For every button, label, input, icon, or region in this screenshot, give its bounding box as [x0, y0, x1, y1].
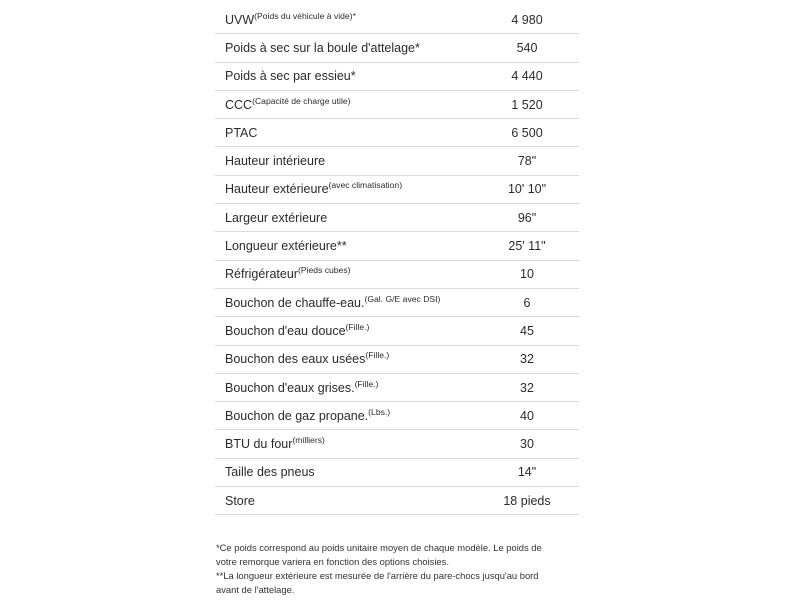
spec-row-water-heater — [215, 289, 579, 317]
spec-row-furnace-btu — [215, 430, 579, 458]
spec-row-exterior-length — [215, 232, 579, 260]
spec-label: Bouchon d'eaux grises.$^{(Fille.)}$ — [225, 380, 379, 395]
spec-note: (Gal. G/E avec DSI) — [364, 295, 441, 304]
spec-row-exterior-width — [215, 204, 579, 232]
spec-note: (Fille.) — [354, 380, 379, 389]
spec-note: (Fille.) — [365, 352, 390, 361]
spec-label: $UVW^{(Poids du véhicule à vide)*}$ — [225, 12, 356, 27]
spec-value: 32 — [520, 352, 534, 367]
spec-note: (Pieds cubes) — [297, 267, 351, 276]
spec-row-refrigerator — [215, 261, 579, 289]
spec-note: (milliers) — [292, 437, 325, 446]
spec-row-hitch-weight — [215, 34, 579, 62]
spec-value: 10 — [520, 267, 534, 282]
spec-value: 25' 11" — [508, 239, 546, 254]
spec-label: $CCC^{(Capacité de charge utile)}$ — [225, 97, 351, 112]
spec-row-tire-size — [215, 459, 579, 487]
spec-row-interior-height — [215, 147, 579, 175]
spec-value: 18 pieds — [503, 493, 551, 508]
spec-row-black-water — [215, 346, 579, 374]
spec-table — [215, 6, 579, 515]
spec-label: Hauteur intérieure — [225, 154, 326, 169]
spec-value: 540 — [516, 40, 538, 55]
spec-row-ptac — [215, 119, 579, 147]
spec-label: PTAC — [225, 125, 258, 140]
spec-value: 96" — [517, 210, 537, 225]
spec-note: (avec climatisation) — [328, 182, 403, 191]
weight-footnote: *Ce poids correspond au poids unitaire moyen de chaque modèle. Le poids de votre remorque variera en fonction des options choisies. — [216, 542, 542, 567]
spec-row-awning — [215, 487, 579, 515]
spec-label: Hauteur extérieure$^{(avec climatisation)}$ — [225, 182, 403, 197]
spec-label: Longueur extérieure** — [225, 239, 347, 254]
spec-row-axle-weight — [215, 63, 579, 91]
length-footnote: **La longueur extérieure est mesurée de l'arrière du pare-chocs jusqu'au bord avant de l'attelage. — [216, 570, 539, 595]
spec-label: Réfrigérateur$^{(Pieds cubes)}$ — [225, 267, 351, 282]
spec-value: 1 520 — [511, 97, 543, 112]
spec-row-fresh-water — [215, 317, 579, 345]
spec-value: 14" — [517, 465, 537, 480]
spec-label: Poids à sec sur la boule d'attelage* — [225, 40, 420, 55]
spec-value: 6 — [523, 295, 531, 310]
spec-label: Bouchon de gaz propane.$^{(Lbs.)}$ — [225, 408, 391, 423]
spec-note: (Capacité de charge utile) — [252, 97, 351, 106]
spec-row-propane — [215, 402, 579, 430]
spec-label: BTU du four$^{(milliers)}$ — [225, 437, 325, 452]
spec-row-uvw — [215, 6, 579, 34]
spec-row-ccc — [215, 91, 579, 119]
spec-label: Bouchon des eaux usées$^{(Fille.)}$ — [225, 352, 390, 367]
spec-label: Bouchon de chauffe-eau.$^{(Gal. G/E avec DSI)}$ — [225, 295, 441, 310]
footnotes — [216, 541, 556, 597]
spec-value: 40 — [520, 408, 534, 423]
spec-label: Bouchon d'eau douce$^{(Fille.)}$ — [225, 323, 370, 338]
spec-label: Store — [225, 493, 255, 508]
spec-note: (Fille.) — [345, 323, 370, 332]
spec-value: 4 440 — [511, 69, 543, 84]
spec-label: Largeur extérieure — [225, 210, 328, 225]
spec-value: 45 — [520, 323, 534, 338]
spec-value: 4 980 — [511, 12, 543, 27]
spec-label: Taille des pneus — [225, 465, 315, 480]
spec-value: 32 — [520, 380, 534, 395]
spec-row-grey-water — [215, 374, 579, 402]
spec-value: 30 — [520, 437, 534, 452]
spec-value: 10' 10" — [507, 182, 547, 197]
spec-label: Poids à sec par essieu* — [225, 69, 356, 84]
spec-row-exterior-height — [215, 176, 579, 204]
spec-note: (Lbs.) — [368, 408, 391, 417]
spec-value: 78" — [517, 154, 537, 169]
spec-value: 6 500 — [511, 125, 543, 140]
spec-note: (Poids du véhicule à vide)* — [254, 12, 356, 21]
